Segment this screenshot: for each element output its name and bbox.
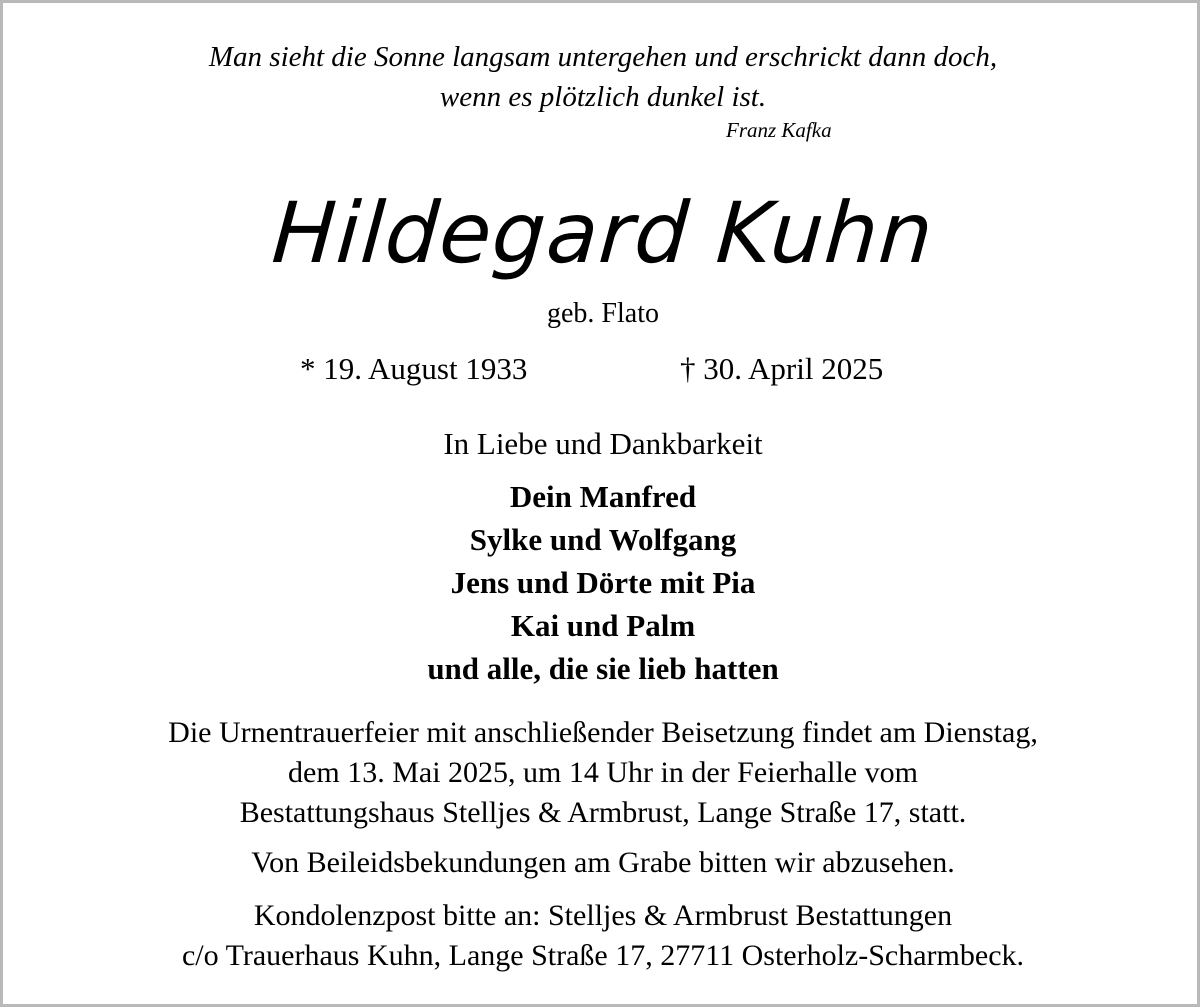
condolence-note: Von Beileidsbekundungen am Grabe bitten wir abzusehen. xyxy=(251,846,955,879)
maiden-name: geb. Flato xyxy=(547,298,659,329)
birth-date: * 19. August 1933 xyxy=(300,351,528,386)
quote-author: Franz Kafka xyxy=(726,118,832,142)
condolence-post-line-2: c/o Trauerhaus Kuhn, Lange Straße 17, 27711 Osterholz-Scharmbeck. xyxy=(181,939,1025,972)
mourner-name: und alle, die sie lieb hatten xyxy=(427,651,779,686)
service-line-1: Die Urnentrauerfeier mit anschließender Beisetzung findet am Dienstag, xyxy=(168,716,1038,749)
service-line-2: dem 13. Mai 2025, um 14 Uhr in der Feierhalle vom xyxy=(288,756,918,789)
death-date: † 30. April 2025 xyxy=(680,351,884,386)
mourners-intro: In Liebe und Dankbarkeit xyxy=(443,426,763,461)
quote-line-2: wenn es plötzlich dunkel ist. xyxy=(439,81,767,113)
mourner-name: Kai und Palm xyxy=(510,608,696,643)
condolence-post-line-1: Kondolenzpost bitte an: Stelljes & Armbrust Bestattungen xyxy=(253,899,953,932)
service-line-3: Bestattungshaus Stelljes & Armbrust, Lange Straße 17, statt. xyxy=(239,796,967,829)
mourner-name: Sylke und Wolfgang xyxy=(469,522,737,557)
quote-line-1: Man sieht die Sonne langsam untergehen und erschrickt dann doch, xyxy=(208,41,998,73)
deceased-name: Hildegard Kuhn xyxy=(269,184,937,282)
mourner-name: Jens und Dörte mit Pia xyxy=(450,565,756,600)
mourner-name: Dein Manfred xyxy=(509,479,697,514)
